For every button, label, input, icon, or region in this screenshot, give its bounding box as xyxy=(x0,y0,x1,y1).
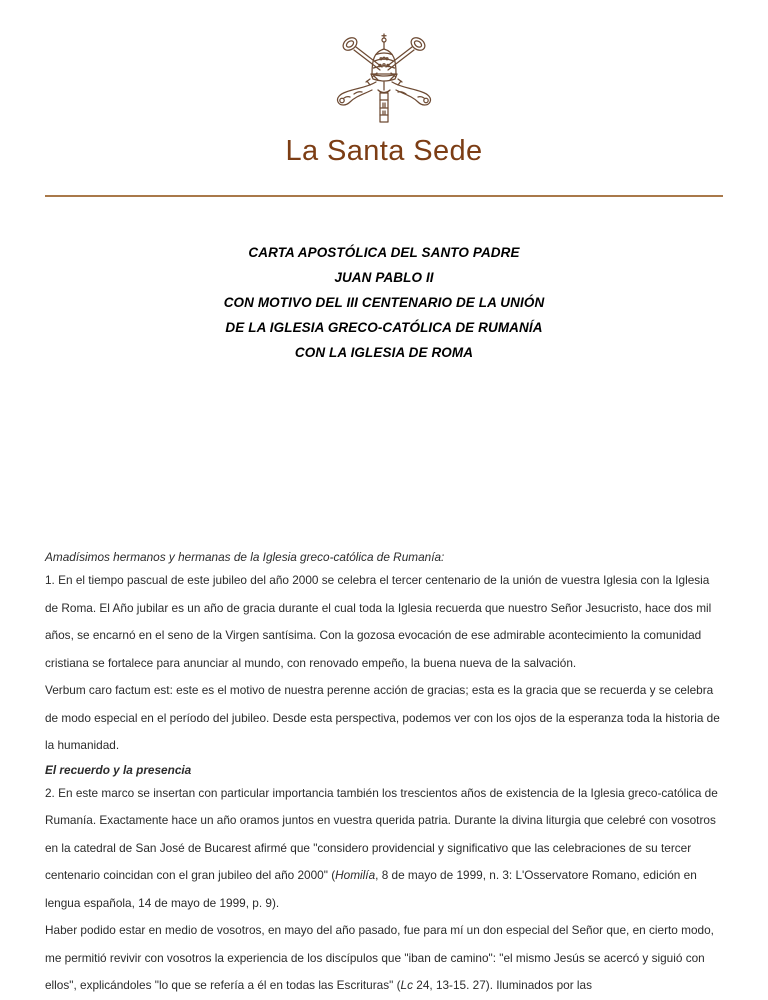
document-title-line-4: DE LA IGLESIA GRECO-CATÓLICA DE RUMANÍA xyxy=(225,320,543,335)
paragraph-4 xyxy=(45,917,723,1000)
document-title-line-2: JUAN PABLO II xyxy=(334,270,434,285)
paragraph-3-text-b: , 8 de mayo de 1999, n. 3: L'Osservatore Romano, edición en lengua española, 14 de mayo de 1999, p. 9). xyxy=(45,868,697,910)
paragraph-3-citation: Homilía xyxy=(335,868,376,882)
masthead xyxy=(0,0,768,169)
paragraph-4-text-b: 24, 13-15. 27). Iluminados por las xyxy=(412,978,593,992)
vatican-coat-of-arms-icon xyxy=(330,30,438,128)
document-title-line-3: CON MOTIVO DEL III CENTENARIO DE LA UNIÓN xyxy=(223,295,545,310)
salutation: Amadísimos hermanos y hermanas de la Iglesia greco-católica de Rumanía: xyxy=(45,550,445,564)
paragraph-3-text-a: 2. En este marco se insertan con particular importancia también los trescientos años de existencia de la Iglesia greco-católica de Rumanía. Exactamente hace un año oramos juntos en vuestra querida patria. Durante la divina liturgia que celebré con vosotros en la catedral de San José de Bucarest afirmé que "considero providencial y significativo que las celebraciones de su tercer centenario coincidan con el gran jubileo del año 2000" ( xyxy=(45,785,718,882)
section-heading-recuerdo: El recuerdo y la presencia xyxy=(45,762,192,777)
paragraph-4-text-a: Haber podido estar en medio de vosotros, en mayo del año pasado, fue para mí un don especial del Señor que, en cierto modo, me permitió revivir con vosotros la experiencia de los discípulos que "iban de camino": "el mismo Jesús se acercó y siguió con ellos", explicándoles "lo que se refería a él en todas las Escrituras" ( xyxy=(45,923,714,992)
document-title-line-5: CON LA IGLESIA DE ROMA xyxy=(294,345,474,360)
site-title: La Santa Sede xyxy=(285,135,483,167)
document-body xyxy=(45,240,723,1000)
paragraph-2: Verbum caro factum est: este es el motivo de nuestra perenne acción de gracias; esta es la gracia que se recuerda y se celebra de modo especial en el período del jubileo. Desde esta perspectiva, podemos ver con los ojos de la esperanza toda la historia de la humanidad. xyxy=(45,683,720,752)
header-divider xyxy=(45,195,723,197)
paragraph-4-citation: Lc xyxy=(400,978,413,992)
document-title xyxy=(45,240,723,365)
paragraph-1: 1. En el tiempo pascual de este jubileo del año 2000 se celebra el tercer centenario de la unión de vuestra Iglesia con la Iglesia de Roma. El Año jubilar es un año de gracia durante el cual toda la Iglesia recuerda que nuestro Señor Jesucristo, hace dos mil años, se encarnó en el seno de la Virgen santísima. Con la gozosa evocación de ese admirable acontecimiento la comunidad cristiana se fortalece para anunciar al mundo, con renovado empeño, la buena nueva de la salvación. xyxy=(45,573,712,670)
paragraph-3 xyxy=(45,780,723,918)
document-title-line-1: CARTA APOSTÓLICA DEL SANTO PADRE xyxy=(248,245,520,260)
